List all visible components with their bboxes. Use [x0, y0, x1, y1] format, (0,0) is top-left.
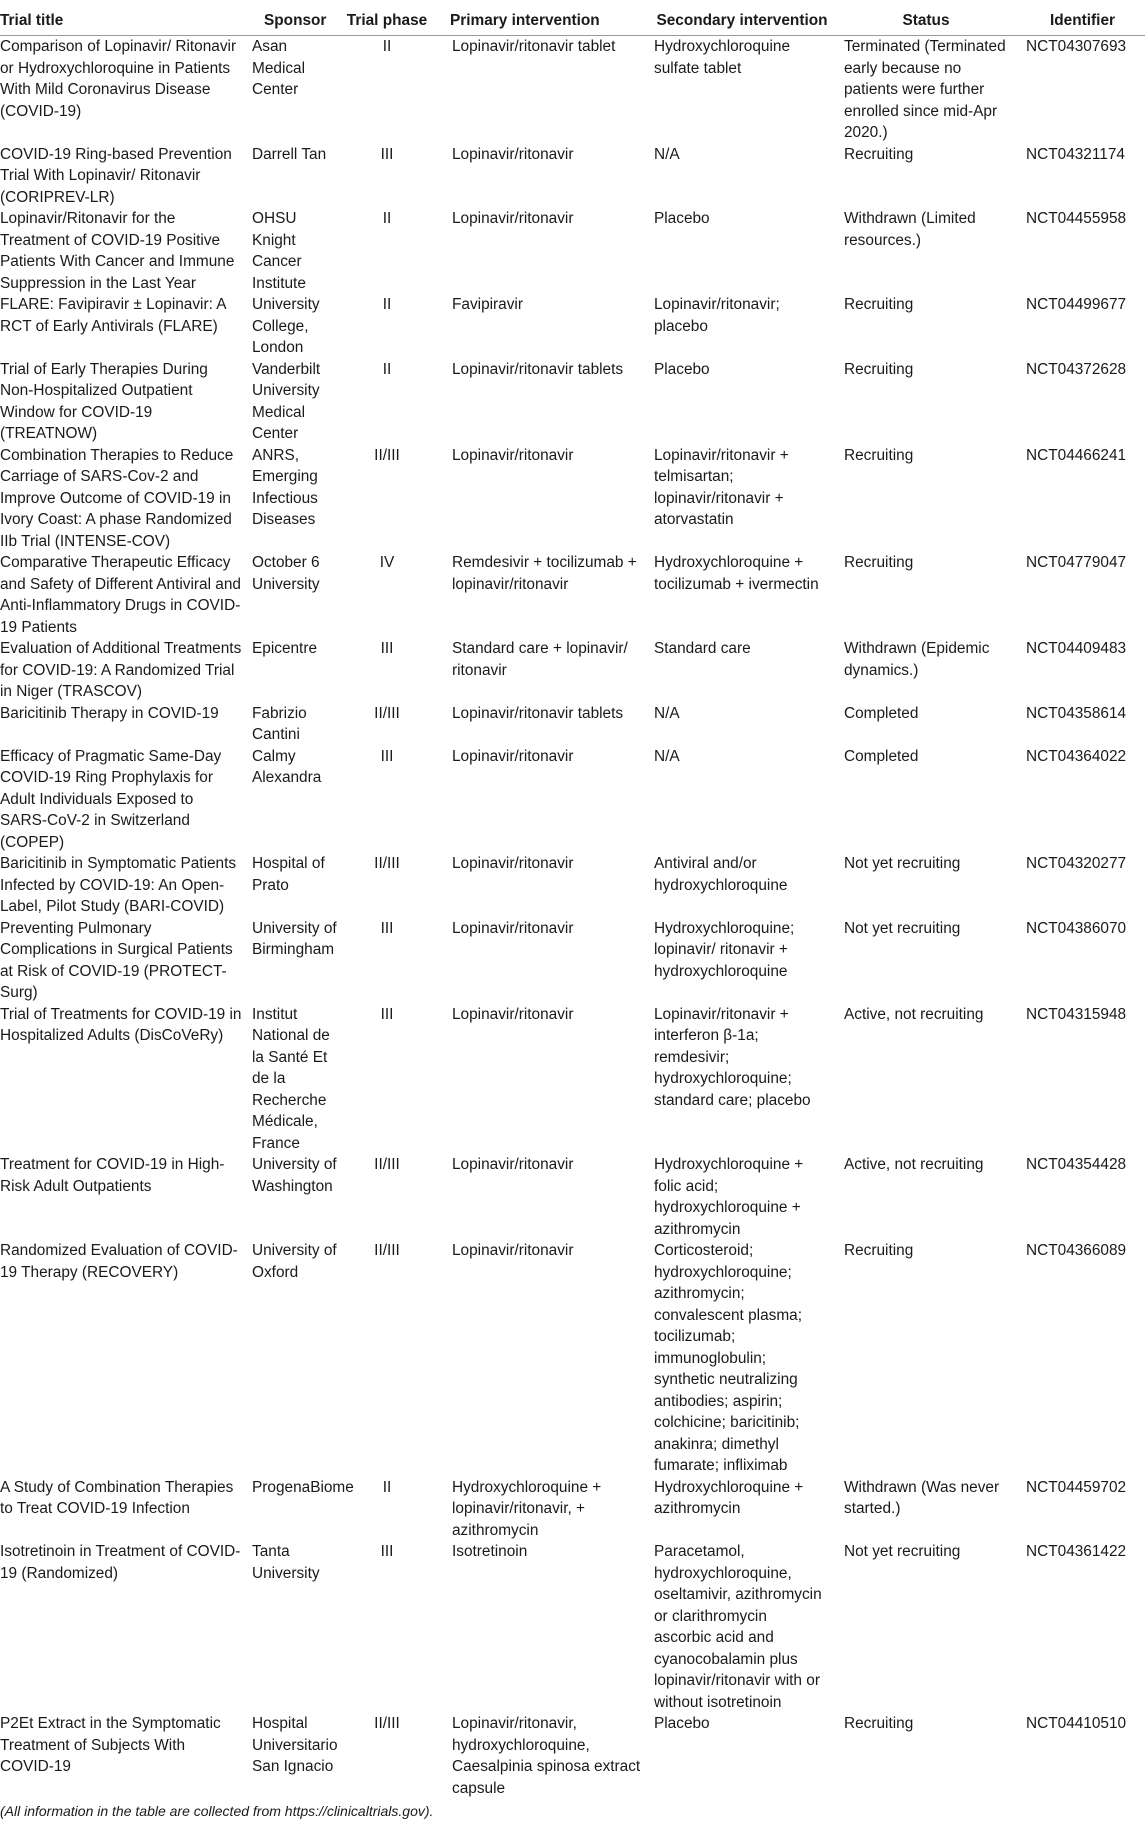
cell-primary-intervention: Lopinavir/ritonavir tablet — [452, 38, 616, 55]
cell-identifier: NCT04354428 — [1026, 1156, 1127, 1173]
table-row — [0, 1004, 1145, 1155]
cell-trial-title: COVID-19 Ring-based Prevention Trial With Lopinavir/ Ritonavir (CORIPREV-LR) — [0, 145, 232, 206]
cell-trial-title: Baricitinib Therapy in COVID-19 — [0, 704, 219, 722]
table-row — [0, 703, 1145, 746]
table-row — [0, 445, 1145, 553]
cell-identifier: NCT04386070 — [1026, 919, 1127, 937]
cell-primary-intervention: Lopinavir/ritonavir, hydroxychloroquine, Caesalpinia spinosa extract capsule — [452, 1715, 641, 1797]
cell-secondary-intervention: Paracetamol, hydroxychloroquine, oseltamivir, azithromycin or clarithromycin ascorbic acid and cyanocobalamin plus lopinavir/ritonavir with or without isotretinoin — [654, 1543, 822, 1711]
table-row — [0, 36, 1145, 144]
cell-sponsor: Hospital of Prato — [252, 855, 325, 894]
cell-trial-phase: III — [380, 747, 394, 765]
cell-trial-phase: II/III — [374, 704, 400, 722]
cell-trial-title: Lopinavir/Ritonavir for the Treatment of COVID-19 Positive Patients With Cancer and Immune Suppression in the Last Year — [0, 210, 235, 292]
table-row — [0, 853, 1145, 918]
header-secondary-intervention: Secondary intervention — [652, 8, 832, 36]
cell-trial-phase: III — [380, 1543, 394, 1560]
cell-identifier: NCT04358614 — [1026, 704, 1127, 722]
header-row — [0, 8, 1145, 36]
cell-trial-phase: III — [380, 145, 394, 163]
cell-trial-title: Efficacy of Pragmatic Same-Day COVID-19 Ring Prophylaxis for Adult Individuals Exposed to SARS-CoV-2 in Switzerland (COPEP) — [0, 747, 222, 851]
cell-identifier: NCT04455958 — [1026, 210, 1127, 227]
cell-identifier: NCT04320277 — [1026, 855, 1127, 872]
cell-primary-intervention: Lopinavir/ritonavir — [452, 747, 574, 765]
header-identifier: Identifier — [1020, 8, 1145, 36]
cell-primary-intervention: Lopinavir/ritonavir — [452, 855, 574, 872]
cell-trial-phase: II/III — [374, 1242, 400, 1259]
table-row — [0, 1477, 1145, 1542]
cell-trial-phase: II/III — [374, 1156, 400, 1173]
cell-status: Withdrawn (Epidemic dynamics.) — [844, 640, 990, 679]
cell-status: Recruiting — [844, 446, 914, 464]
cell-status: Completed — [844, 704, 919, 722]
cell-status: Active, not recruiting — [844, 1156, 984, 1173]
cell-trial-title: FLARE: Favipiravir ± Lopinavir: A RCT of Early Antivirals (FLARE) — [0, 296, 226, 335]
cell-sponsor: October 6 University — [252, 554, 320, 593]
cell-status: Terminated (Terminated early because no patients were further enrolled since mid-Apr 2020.) — [844, 38, 1006, 141]
cell-trial-phase: III — [380, 919, 394, 937]
trials-table — [0, 8, 1145, 1799]
cell-primary-intervention: Lopinavir/ritonavir tablets — [452, 704, 624, 722]
cell-trial-phase: II/III — [374, 446, 400, 464]
table-row — [0, 1713, 1145, 1799]
header-sponsor: Sponsor — [250, 8, 346, 36]
cell-identifier: NCT04321174 — [1026, 145, 1125, 163]
table-row — [0, 144, 1145, 209]
cell-identifier: NCT04466241 — [1026, 446, 1127, 464]
table-row — [0, 638, 1145, 703]
cell-sponsor: University of Washington — [252, 1156, 337, 1195]
cell-primary-intervention: Remdesivir + tocilizumab + lopinavir/ritonavir — [452, 554, 637, 593]
cell-secondary-intervention: Hydroxychloroquine sulfate tablet — [654, 38, 791, 77]
cell-trial-title: Comparison of Lopinavir/ Ritonavir or Hydroxychloroquine in Patients With Mild Coronavirus Disease (COVID-19) — [0, 38, 237, 120]
cell-primary-intervention: Lopinavir/ritonavir — [452, 210, 574, 227]
cell-trial-phase: II/III — [374, 1715, 400, 1732]
cell-sponsor: Vanderbilt University Medical Center — [252, 360, 321, 442]
cell-status: Active, not recruiting — [844, 1005, 984, 1023]
cell-secondary-intervention: Lopinavir/ritonavir; placebo — [654, 296, 780, 335]
table-row — [0, 1240, 1145, 1477]
cell-sponsor: Darrell Tan — [252, 145, 327, 163]
table-row — [0, 359, 1145, 445]
cell-identifier: NCT04364022 — [1026, 747, 1127, 765]
cell-status: Recruiting — [844, 554, 914, 571]
cell-trial-title: P2Et Extract in the Symptomatic Treatment of Subjects With COVID-19 — [0, 1715, 221, 1775]
cell-trial-phase: III — [380, 1005, 394, 1023]
cell-identifier: NCT04361422 — [1026, 1543, 1127, 1560]
cell-status: Not yet recruiting — [844, 855, 961, 872]
cell-status: Completed — [844, 747, 919, 765]
cell-secondary-intervention: N/A — [654, 145, 680, 163]
cell-primary-intervention: Lopinavir/ritonavir tablets — [452, 360, 624, 378]
cell-identifier: NCT04779047 — [1026, 554, 1127, 571]
cell-trial-title: Isotretinoin in Treatment of COVID-19 (Randomized) — [0, 1543, 241, 1582]
cell-trial-phase: II — [382, 296, 392, 313]
cell-secondary-intervention: Hydroxychloroquine + azithromycin — [654, 1478, 804, 1517]
table-row — [0, 208, 1145, 294]
cell-trial-title: Evaluation of Additional Treatments for COVID-19: A Randomized Trial in Niger (TRASCOV) — [0, 640, 242, 700]
cell-trial-title: Baricitinib in Symptomatic Patients Infected by COVID-19: An Open-Label, Pilot Study (BARI-COVID) — [0, 855, 237, 915]
cell-primary-intervention: Lopinavir/ritonavir — [452, 145, 574, 163]
cell-primary-intervention: Lopinavir/ritonavir — [452, 1156, 574, 1173]
cell-primary-intervention: Favipiravir — [452, 296, 523, 313]
cell-status: Recruiting — [844, 145, 914, 163]
cell-sponsor: ANRS, Emerging Infectious Diseases — [252, 446, 318, 528]
cell-identifier: NCT04307693 — [1026, 38, 1127, 55]
cell-sponsor: Epicentre — [252, 640, 318, 657]
cell-secondary-intervention: Lopinavir/ritonavir + telmisartan; lopinavir/ritonavir + atorvastatin — [654, 446, 789, 528]
header-trial-title: Trial title — [0, 8, 250, 36]
cell-trial-phase: IV — [379, 554, 395, 571]
table-footnote: (All information in the table are collected from https://clinicaltrials.gov). — [0, 1803, 434, 1819]
cell-trial-title: A Study of Combination Therapies to Treat COVID-19 Infection — [0, 1478, 234, 1517]
cell-status: Not yet recruiting — [844, 1543, 961, 1560]
table-row — [0, 294, 1145, 359]
cell-secondary-intervention: Standard care — [654, 640, 751, 657]
cell-trial-title: Combination Therapies to Reduce Carriage of SARS-Cov-2 and Improve Outcome of COVID-19 in Ivory Coast: A phase Randomized IIb Trial (INTENSE-COV) — [0, 446, 234, 550]
cell-trial-phase: II — [382, 1478, 392, 1496]
cell-secondary-intervention: Placebo — [654, 360, 710, 378]
cell-sponsor: University of Birmingham — [252, 919, 337, 958]
cell-secondary-intervention: Lopinavir/ritonavir + interferon β-1a; remdesivir; hydroxychloroquine; standard care; placebo — [654, 1005, 811, 1109]
cell-secondary-intervention: Antiviral and/or hydroxychloroquine — [654, 855, 788, 894]
cell-primary-intervention: Lopinavir/ritonavir — [452, 446, 574, 464]
cell-status: Withdrawn (Was never started.) — [844, 1478, 1000, 1517]
cell-trial-phase: II/III — [374, 855, 400, 872]
cell-secondary-intervention: Corticosteroid; hydroxychloroquine; azithromycin; convalescent plasma; tocilizumab; immunoglobulin; synthetic neutralizing antibodies; aspirin; colchicine; baricitinib; anakinra; dimethyl fumarate; infliximab — [654, 1242, 802, 1474]
cell-identifier: NCT04410510 — [1026, 1715, 1127, 1732]
cell-status: Not yet recruiting — [844, 919, 961, 937]
cell-sponsor: University of Oxford — [252, 1242, 337, 1281]
header-status: Status — [832, 8, 1020, 36]
cell-primary-intervention: Isotretinoin — [452, 1543, 528, 1560]
cell-identifier: NCT04366089 — [1026, 1242, 1127, 1259]
cell-primary-intervention: Hydroxychloroquine + lopinavir/ritonavir, + azithromycin — [452, 1478, 602, 1539]
cell-trial-title: Preventing Pulmonary Complications in Surgical Patients at Risk of COVID-19 (PROTECT-Surg) — [0, 919, 233, 1001]
cell-sponsor: Hospital Universitario San Ignacio — [252, 1715, 338, 1775]
cell-identifier: NCT04372628 — [1026, 360, 1127, 378]
cell-trial-title: Comparative Therapeutic Efficacy and Safety of Different Antiviral and Anti-Inflammatory Drugs in COVID-19 Patients — [0, 554, 241, 636]
cell-status: Recruiting — [844, 1715, 914, 1732]
cell-secondary-intervention: N/A — [654, 747, 680, 765]
cell-trial-title: Trial of Early Therapies During Non-Hospitalized Outpatient Window for COVID-19 (TREATNOW) — [0, 360, 208, 442]
cell-trial-phase: II — [382, 38, 392, 55]
cell-identifier: NCT04409483 — [1026, 640, 1127, 657]
cell-identifier: NCT04315948 — [1026, 1005, 1127, 1023]
cell-primary-intervention: Lopinavir/ritonavir — [452, 1005, 574, 1023]
cell-trial-title: Trial of Treatments for COVID-19 in Hospitalized Adults (DisCoVeRy) — [0, 1005, 242, 1044]
table-row — [0, 918, 1145, 1004]
cell-primary-intervention: Standard care + lopinavir/ ritonavir — [452, 640, 628, 679]
cell-status: Recruiting — [844, 360, 914, 378]
cell-secondary-intervention: Placebo — [654, 1715, 710, 1732]
cell-sponsor: Asan Medical Center — [252, 38, 306, 98]
cell-sponsor: University College, London — [252, 296, 320, 356]
cell-secondary-intervention: N/A — [654, 704, 680, 722]
table-row — [0, 746, 1145, 854]
cell-status: Withdrawn (Limited resources.) — [844, 210, 976, 249]
cell-trial-phase: II — [382, 360, 392, 378]
table-row — [0, 1154, 1145, 1240]
cell-status: Recruiting — [844, 1242, 914, 1259]
cell-sponsor: Calmy Alexandra — [252, 747, 322, 786]
cell-identifier: NCT04499677 — [1026, 296, 1127, 313]
cell-secondary-intervention: Placebo — [654, 210, 710, 227]
cell-secondary-intervention: Hydroxychloroquine + folic acid; hydroxychloroquine + azithromycin — [654, 1156, 804, 1238]
cell-primary-intervention: Lopinavir/ritonavir — [452, 1242, 574, 1259]
cell-identifier: NCT04459702 — [1026, 1478, 1127, 1496]
cell-primary-intervention: Lopinavir/ritonavir — [452, 919, 574, 937]
cell-secondary-intervention: Hydroxychloroquine; lopinavir/ ritonavir + hydroxychloroquine — [654, 919, 795, 980]
cell-sponsor: ProgenaBiome — [252, 1478, 354, 1496]
header-trial-phase: Trial phase — [346, 8, 428, 36]
cell-trial-phase: III — [380, 640, 394, 657]
cell-sponsor: Tanta University — [252, 1543, 320, 1582]
header-primary-intervention: Primary intervention — [428, 8, 652, 36]
cell-sponsor: OHSU Knight Cancer Institute — [252, 210, 306, 292]
cell-trial-phase: II — [382, 210, 392, 227]
cell-trial-title: Randomized Evaluation of COVID-19 Therapy (RECOVERY) — [0, 1242, 238, 1281]
cell-sponsor: Fabrizio Cantini — [252, 704, 307, 743]
table-row — [0, 552, 1145, 638]
table-row — [0, 1541, 1145, 1713]
cell-trial-title: Treatment for COVID-19 in High-Risk Adult Outpatients — [0, 1156, 225, 1195]
cell-sponsor: Institut National de la Santé Et de la Recherche Médicale, France — [252, 1005, 330, 1152]
cell-status: Recruiting — [844, 296, 914, 313]
cell-secondary-intervention: Hydroxychloroquine + tocilizumab + ivermectin — [654, 554, 819, 593]
